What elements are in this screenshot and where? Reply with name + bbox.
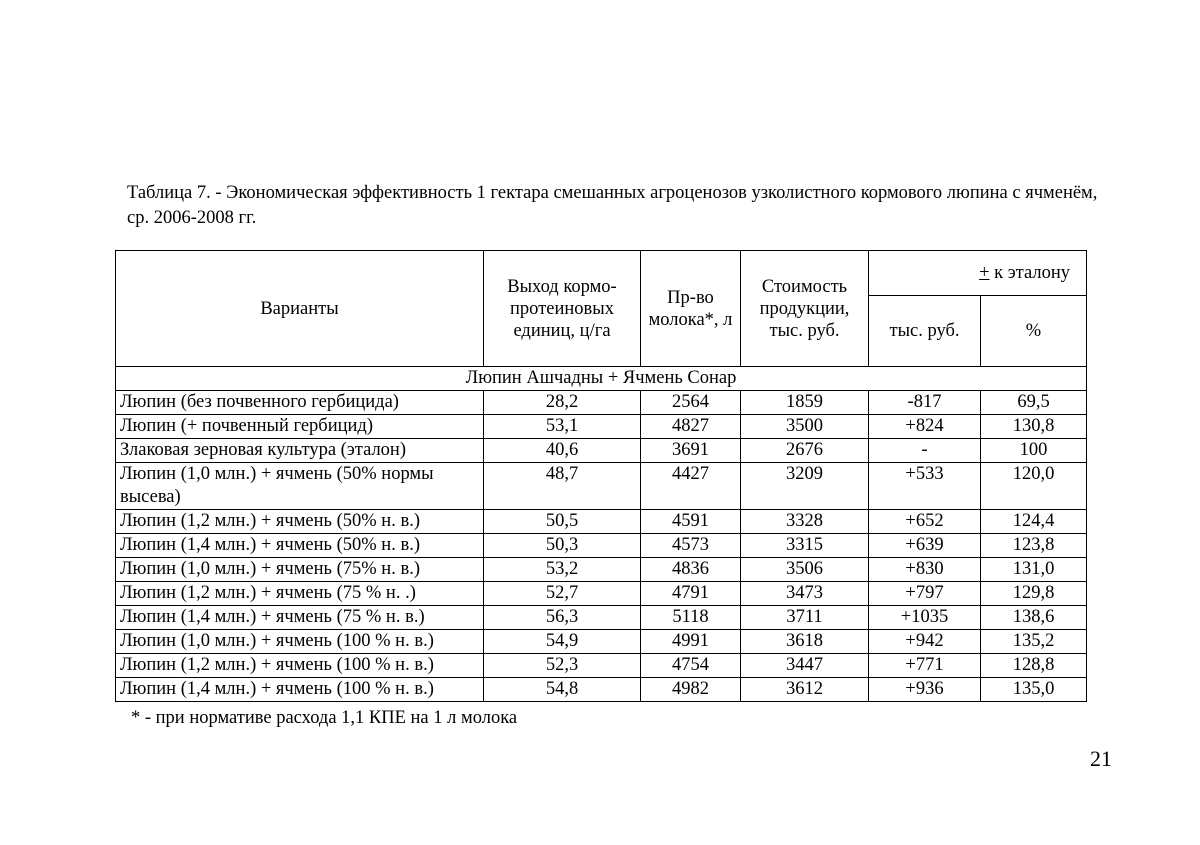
header-milk: Пр-во молока*, л xyxy=(641,251,741,367)
cell-percent: 130,8 xyxy=(981,415,1087,439)
cell-output: 53,2 xyxy=(484,558,641,582)
cell-percent: 135,2 xyxy=(981,630,1087,654)
cell-cost: 3618 xyxy=(741,630,869,654)
header-vs-standard-text: к эталону xyxy=(989,263,1070,283)
table-row xyxy=(116,630,1087,654)
cell-output: 54,8 xyxy=(484,678,641,702)
header-row-top xyxy=(116,251,1087,296)
cell-output: 53,1 xyxy=(484,415,641,439)
cell-cost: 3612 xyxy=(741,678,869,702)
cell-diff: +942 xyxy=(869,630,981,654)
cell-milk: 3691 xyxy=(641,439,741,463)
table-row xyxy=(116,415,1087,439)
cell-variant: Люпин (1,0 млн.) + ячмень (50% нормы высева) xyxy=(116,463,484,510)
group-row xyxy=(116,367,1087,391)
cell-milk: 4836 xyxy=(641,558,741,582)
cell-cost: 3447 xyxy=(741,654,869,678)
cell-percent: 129,8 xyxy=(981,582,1087,606)
cell-percent: 135,0 xyxy=(981,678,1087,702)
cell-percent: 124,4 xyxy=(981,510,1087,534)
cell-variant: Злаковая зерновая культура (эталон) xyxy=(116,439,484,463)
table-row xyxy=(116,510,1087,534)
cell-diff: +533 xyxy=(869,463,981,510)
table-row xyxy=(116,534,1087,558)
cell-percent: 69,5 xyxy=(981,391,1087,415)
cell-cost: 3209 xyxy=(741,463,869,510)
cell-milk: 2564 xyxy=(641,391,741,415)
cell-variant: Люпин (1,2 млн.) + ячмень (100 % н. в.) xyxy=(116,654,484,678)
cell-milk: 4827 xyxy=(641,415,741,439)
table-row xyxy=(116,678,1087,702)
table-row xyxy=(116,439,1087,463)
plus-minus-sign: + xyxy=(979,263,990,283)
cell-variant: Люпин (+ почвенный гербицид) xyxy=(116,415,484,439)
cell-cost: 3500 xyxy=(741,415,869,439)
footnote: * - при нормативе расхода 1,1 КПЕ на 1 л молока xyxy=(131,708,518,728)
cell-variant: Люпин (1,0 млн.) + ячмень (100 % н. в.) xyxy=(116,630,484,654)
cell-milk: 4591 xyxy=(641,510,741,534)
cell-cost: 3711 xyxy=(741,606,869,630)
header-output: Выход кормо-протеиновых единиц, ц/га xyxy=(484,251,641,367)
cell-milk: 4573 xyxy=(641,534,741,558)
cell-output: 28,2 xyxy=(484,391,641,415)
cell-cost: 3473 xyxy=(741,582,869,606)
cell-variant: Люпин (1,4 млн.) + ячмень (75 % н. в.) xyxy=(116,606,484,630)
table-row xyxy=(116,391,1087,415)
cell-cost: 1859 xyxy=(741,391,869,415)
cell-output: 50,3 xyxy=(484,534,641,558)
cell-cost: 3315 xyxy=(741,534,869,558)
cell-diff: +936 xyxy=(869,678,981,702)
cell-output: 54,9 xyxy=(484,630,641,654)
cell-variant: Люпин (1,4 млн.) + ячмень (100 % н. в.) xyxy=(116,678,484,702)
cell-diff: +797 xyxy=(869,582,981,606)
cell-diff: +639 xyxy=(869,534,981,558)
cell-diff: -817 xyxy=(869,391,981,415)
cell-percent: 131,0 xyxy=(981,558,1087,582)
cell-output: 48,7 xyxy=(484,463,641,510)
cell-output: 52,3 xyxy=(484,654,641,678)
cell-output: 50,5 xyxy=(484,510,641,534)
header-cost: Стоимость продукции, тыс. руб. xyxy=(741,251,869,367)
header-variants: Варианты xyxy=(116,251,484,367)
cell-percent: 120,0 xyxy=(981,463,1087,510)
cell-percent: 100 xyxy=(981,439,1087,463)
table-body xyxy=(116,367,1087,702)
table-row xyxy=(116,606,1087,630)
page-number: 21 xyxy=(1090,746,1112,771)
cell-milk: 4791 xyxy=(641,582,741,606)
group-title: Люпин Ашчадны + Ячмень Сонар xyxy=(116,367,1087,391)
economic-efficiency-table xyxy=(115,250,1087,702)
cell-diff: +824 xyxy=(869,415,981,439)
cell-percent: 123,8 xyxy=(981,534,1087,558)
header-percent: % xyxy=(981,296,1087,367)
cell-variant: Люпин (без почвенного гербицида) xyxy=(116,391,484,415)
cell-milk: 4991 xyxy=(641,630,741,654)
cell-milk: 5118 xyxy=(641,606,741,630)
cell-output: 52,7 xyxy=(484,582,641,606)
cell-variant: Люпин (1,4 млн.) + ячмень (50% н. в.) xyxy=(116,534,484,558)
cell-diff: +652 xyxy=(869,510,981,534)
cell-diff: +1035 xyxy=(869,606,981,630)
cell-percent: 128,8 xyxy=(981,654,1087,678)
cell-diff: - xyxy=(869,439,981,463)
table-row xyxy=(116,654,1087,678)
cell-cost: 2676 xyxy=(741,439,869,463)
table-caption: Таблица 7. - Экономическая эффективность 1 гектара смешанных агроценозов узколистного кормового люпина с ячменём, ср. 2006-2008 гг. xyxy=(127,183,1098,228)
cell-variant: Люпин (1,0 млн.) + ячмень (75% н. в.) xyxy=(116,558,484,582)
header-vs-standard xyxy=(869,251,1087,296)
cell-variant: Люпин (1,2 млн.) + ячмень (75 % н. .) xyxy=(116,582,484,606)
table-row xyxy=(116,582,1087,606)
cell-output: 56,3 xyxy=(484,606,641,630)
cell-milk: 4982 xyxy=(641,678,741,702)
cell-output: 40,6 xyxy=(484,439,641,463)
cell-milk: 4427 xyxy=(641,463,741,510)
cell-diff: +771 xyxy=(869,654,981,678)
table-row xyxy=(116,558,1087,582)
cell-variant: Люпин (1,2 млн.) + ячмень (50% н. в.) xyxy=(116,510,484,534)
cell-percent: 138,6 xyxy=(981,606,1087,630)
header-thousand-rub: тыс. руб. xyxy=(869,296,981,367)
cell-cost: 3328 xyxy=(741,510,869,534)
cell-milk: 4754 xyxy=(641,654,741,678)
cell-cost: 3506 xyxy=(741,558,869,582)
cell-diff: +830 xyxy=(869,558,981,582)
table-row xyxy=(116,463,1087,510)
